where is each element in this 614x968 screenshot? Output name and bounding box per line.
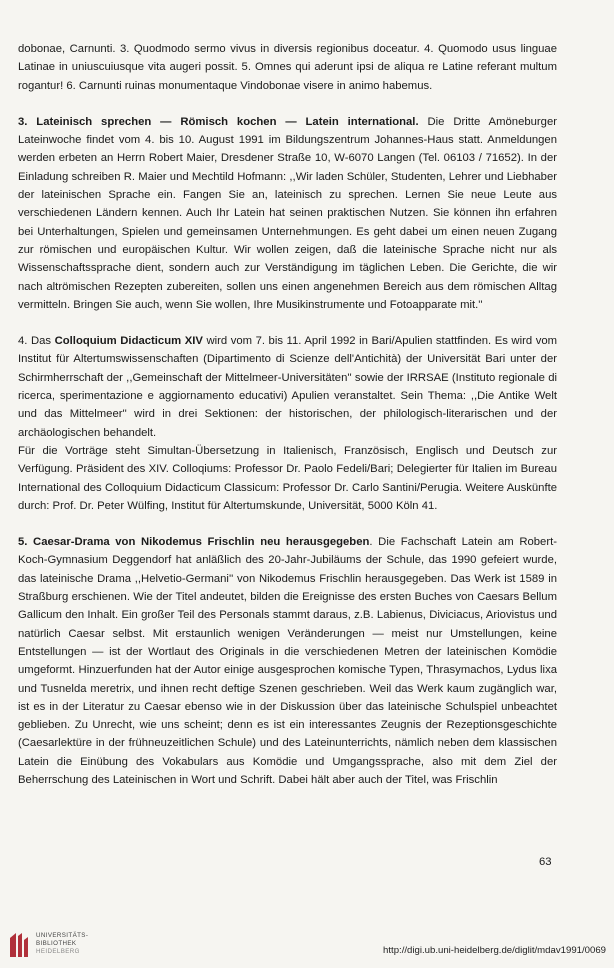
item-5-heading: 5. Caesar-Drama von Nikodemus Frischlin neu herausgegeben	[18, 536, 370, 549]
item-3-heading: 3. Lateinisch sprechen — Römisch kochen — Latein international.	[18, 115, 419, 128]
library-name: UNIVERSITÄTS- BIBLIOTHEK HEIDELBERG	[36, 932, 89, 955]
footer	[0, 920, 614, 968]
item-4-name: Colloquium Didacticum XIV	[54, 335, 203, 348]
item-3-body: Die Dritte Amöneburger Lateinwoche findet vom 4. bis 10. August 1991 im Bildungszentrum Johannes-Haus statt. Anmeldungen werden erbeten an Herrn Robert Maier, Dresdener Straße 10, W-6070 Langen (Tel. 06103 / 71652). In der Einladung schreiben R. Maier und Mechtild Hofmann: ,,Wir laden Schüler, Studenten, Lehrer und Liebhaber der lateinischen Sprache ein. Fangen Sie an, lateinisch zu sprechen. Lernen Sie neue Leute aus verschiedenen Ländern kennen. Auch Ihr Latein hat seinen praktischen Nutzen. Sie können ihn erfahren bei Unterhaltungen, Spielen und gemeinsamen Unternehmungen. Es geht dabei um einen neuen Zugang zur römischen und europäischen Kultur. Wir wollen zeigen, daß die lateinische Sprache nicht nur als Wissenschaftssprache dient, sondern auch zur Verständigung im täglichen Leben. Die Gerichte, die wir nach altrömischen Rezepten zubereiten, sollen uns einen angenehmen Bereich aus dem römischen Alltag vermitteln. Bringen Sie auch, wenn Sie wollen, Ihre Musikinstrumente und Fotoapparate mit.''	[18, 115, 558, 311]
library-logo-icon	[8, 932, 30, 958]
source-url-link[interactable]: http://digi.ub.uni-heidelberg.de/diglit/mdav1991/0069	[383, 945, 606, 956]
document-page	[18, 40, 557, 789]
item-5-paragraph	[18, 533, 557, 789]
item-5-body: . Die Fachschaft Latein am Robert-Koch-Gymnasium Deggendorf hat anläßlich des 20-Jahr-Jubiläums der Schule, das 1990 gefeiert wurde, das lateinische Drama ,,Helvetio-Germani'' von Nikodemus Frischlin herausgegeben. Das Werk ist 1589 in Straßburg erschienen. Wie der Titel andeutet, bilden die Ereignisse des ersten Buches von Caesars Bellum Gallicum den Inhalt. Ein großer Teil des Personals stammt daraus, z.B. Labienus, Diviciacus, Ariovistus und natürlich Caesar selbst. Mit erstaunlich wenigen Veränderungen — meist nur Umstellungen, keine Entstellungen — ist der Wortlaut des Originals in die verschiedenen Metren der lateinischen Komödie umgeformt. Hinzuerfunden hat der Autor einige ausgesprochen komische Typen, Thrasymachos, Lydus lixa und Tusnelda meretrix, und ihnen recht deftige Szenen geschrieben. Weil das Werk kaum zugänglich war, ist es in der Literatur zu Caesar ebenso wie in der Diskussion über das lateinische Schulspiel unbeachtet geblieben. Zu Unrecht, wie uns scheint; denn es ist ein interessantes Zeugnis der Rezeptionsgeschichte (Caesarlektüre in der frühneuzeitlichen Schule) und des Lateinunterrichts, nämlich neben dem klassischen Latein die Einübung des Vokabulars aus Komödie und Umgangssprache, also mit dem Ziel der Beherrschung des Lateinischen in Wort und Schrift. Dabei hält aber auch der Titel, was Frischlin	[18, 536, 557, 786]
item-4-paragraph-2: Für die Vorträge steht Simultan-Übersetzung in Italienisch, Französisch, Englisch und Deutsch zur Verfügung. Präsident des XIV. Colloqiums: Professor Dr. Paolo Fedeli/Bari; Delegierter für Italien im Bureau International des Colloquium Didacticum Classicum: Professor Dr. Carlo Santini/Perugia. Weitere Auskünfte durch: Prof. Dr. Peter Wülfing, Institut für Altertumskunde, Universität, 5000 Köln 41.	[18, 444, 557, 512]
item-4-paragraph	[18, 332, 557, 442]
item-3-paragraph	[18, 113, 557, 314]
intro-paragraph: dobonae, Carnunti. 3. Quodmodo sermo vivus in diversis regionibus doceatur. 4. Quomodo usus linguae Latinae in uniuscuiusque vita augeri possit. 5. Omnes qui aderunt ipsi de aliqua re Latine referant multum rogantur! 6. Carnunti ruinas monumentaque Vindobonae visere in animo habemus.	[18, 43, 557, 92]
item-4-prefix: 4. Das	[18, 335, 52, 348]
page-number: 63	[539, 856, 552, 868]
item-4-body-1: wird vom 7. bis 11. April 1992 in Bari/Apulien stattfinden. Es wird vom Institut für Altertumswissenschaften (Dipartimento di Scienze dell'Antichità) der Universität Bari unter der Schirmherrschaft der ,,Gemeinschaft der Mittelmeer-Universitäten'' sowie der IRRSAE (Instituto regionale di ricerca, sperimentazione e aggiornamento educativi) Apulien veranstaltet. Sein Thema: ,,Die Antike Welt und das Mittelmeer'' wird in drei Sektionen: der historischen, der philologisch-literarischen und der archäologischen behandelt.	[18, 335, 558, 439]
